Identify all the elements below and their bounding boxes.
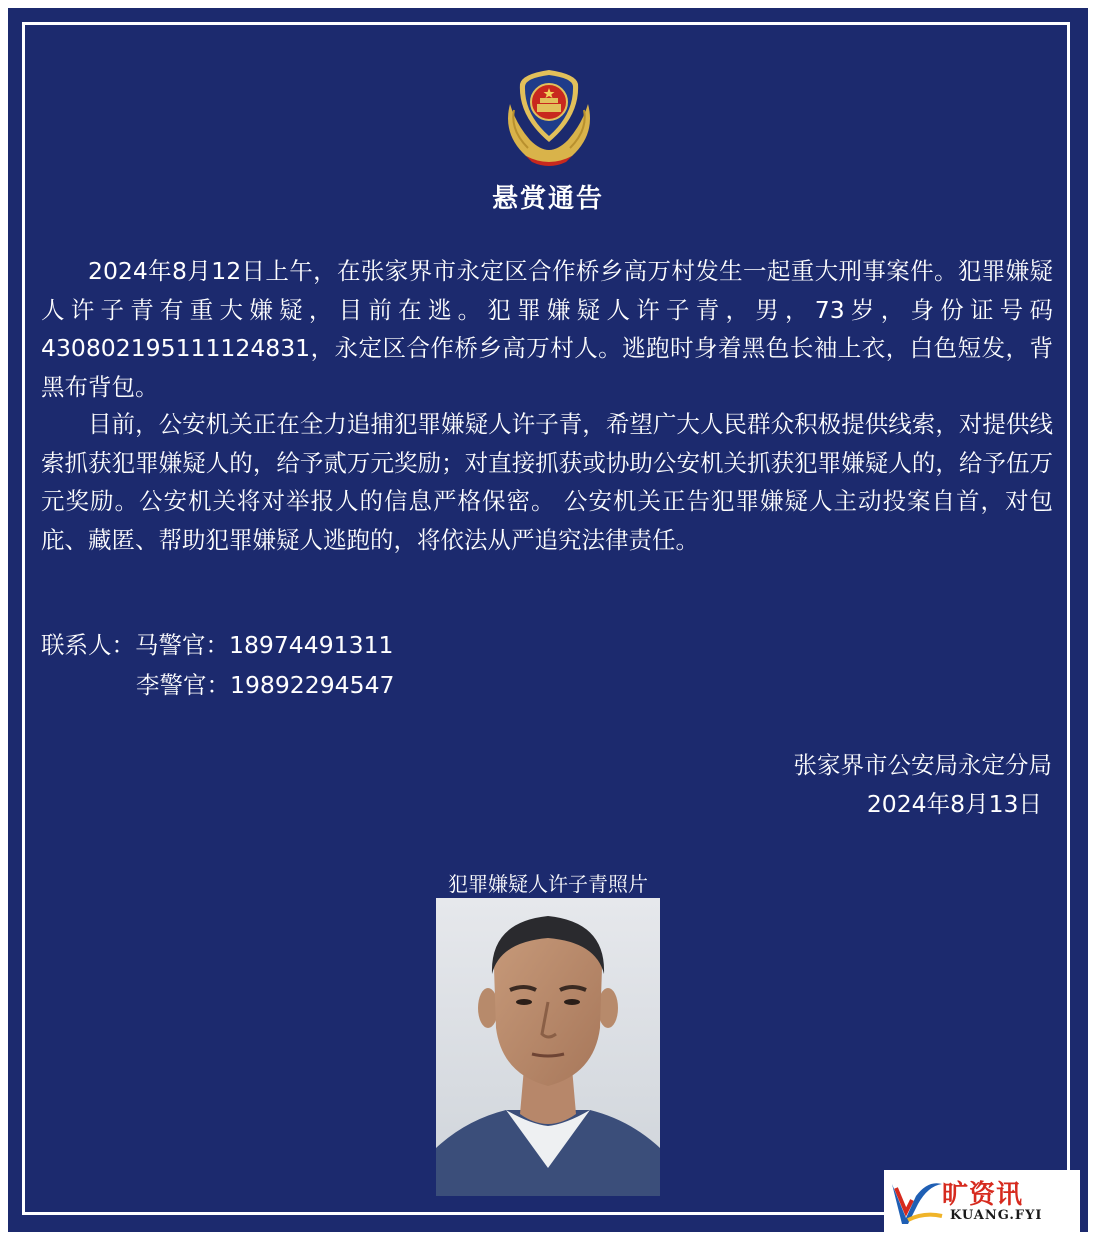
police-emblem-icon — [496, 64, 602, 170]
notice-title: 悬赏通告 — [491, 184, 604, 214]
issuer-org: 张家界市公安局永定分局 — [793, 751, 1052, 779]
contact-line-2: 李警官：19892294547 — [136, 671, 395, 699]
watermark-domain: KUANG.FYI — [950, 1208, 1043, 1223]
contact-line-1: 联系人：马警官：18974491311 — [41, 631, 394, 659]
issue-date: 2024年8月13日 — [866, 790, 1042, 818]
reward-paragraph: 目前，公安机关正在全力追捕犯罪嫌疑人许子青，希望广大人民群众积极提供线索，对提供线索抓获犯罪嫌疑人的，给予贰万元奖励；对直接抓获或协助公安机关抓获犯罪嫌疑人的，给予伍万元奖励。公安机关将对举报人的信息严格保密。 公安机关正告犯罪嫌疑人主动投案自首，对包庇、藏匿、帮助犯罪嫌疑人逃跑的，将依法从严追究法律责任。 — [41, 410, 1053, 554]
watermark-brand: 旷资讯 — [942, 1180, 1024, 1210]
suspect-photo — [436, 898, 660, 1196]
case-paragraph: 2024年8月12日上午，在张家界市永定区合作桥乡高万村发生一起重大刑事案件。犯罪嫌疑人许子青有重大嫌疑，目前在逃。犯罪嫌疑人许子青，男，73岁，身份证号码430802195111124831，永定区合作桥乡高万村人。逃跑时身着黑色长袖上衣，白色短发，背黑布背包。 — [41, 257, 1053, 401]
notice-poster — [8, 8, 1088, 1232]
watermark-logo — [884, 1170, 1080, 1232]
brand-swoosh-icon — [888, 1176, 944, 1226]
photo-caption: 犯罪嫌疑人许子青照片 — [448, 872, 648, 896]
